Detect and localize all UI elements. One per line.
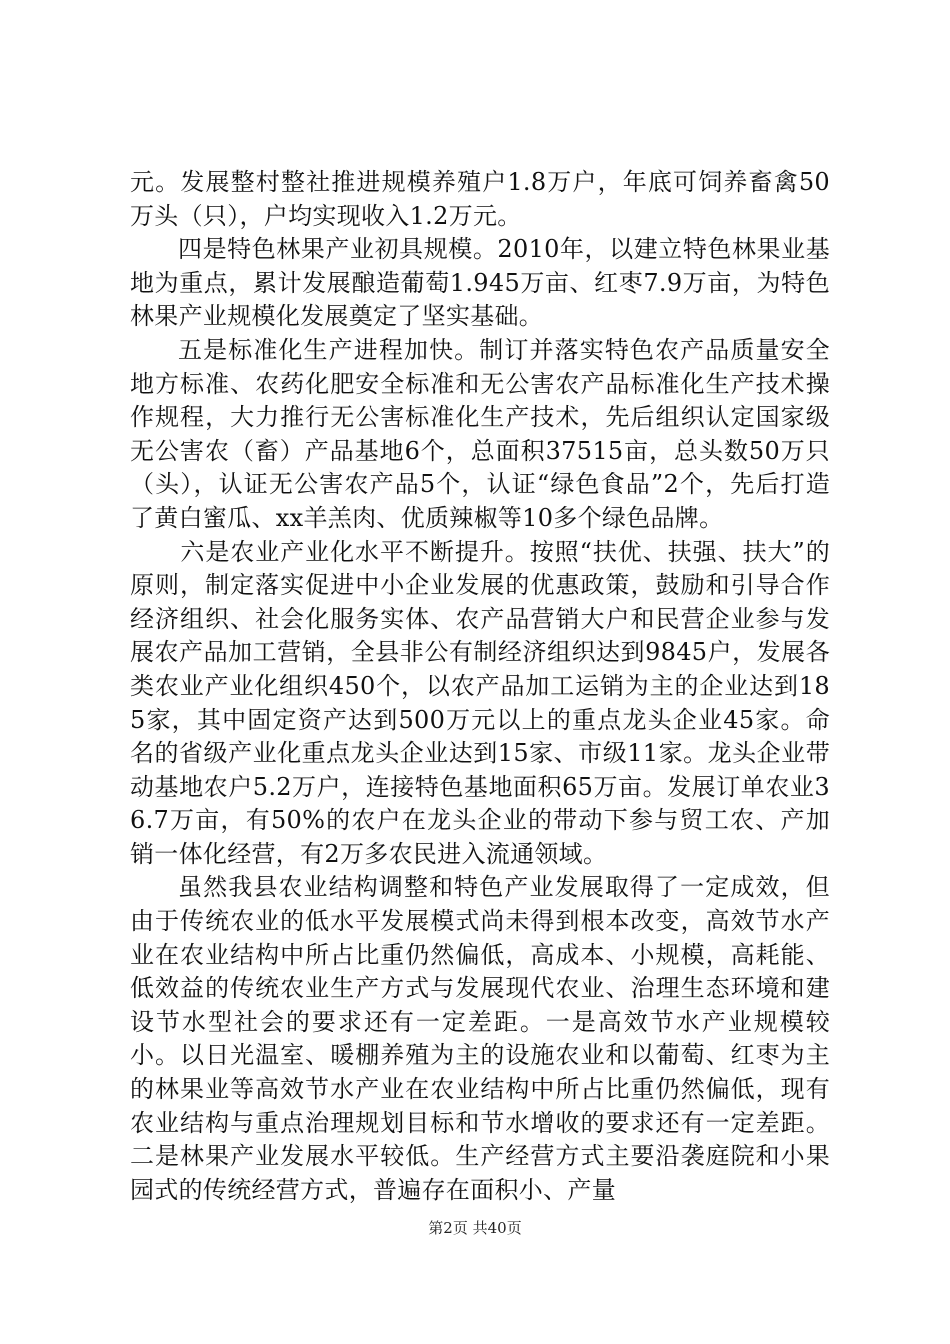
paragraph-forestry-fruit: 四是特色林果产业初具规模。2010年，以建立特色林果业基地为重点，累计发展酿造葡萄1.945万亩、红枣7.9万亩，为特色林果产业规模化发展奠定了坚实基础。 xyxy=(130,235,830,331)
paragraph-standardization: 五是标准化生产进程加快。制订并落实特色农产品质量安全地方标准、农药化肥安全标准和无公害农产品标准化生产技术操作规程，大力推行无公害标准化生产技术，先后组织认定国家级无公害农（畜）产品基地6个，总面积37515亩，总头数50万只（头），认证无公害农产品5个，认证“绿色食品”2个，先后打造了黄白蜜瓜、xx羊羔肉、优质辣椒等10多个绿色品牌。 xyxy=(130,335,830,532)
paragraph-problems: 虽然我县农业结构调整和特色产业发展取得了一定成效，但由于传统农业的低水平发展模式尚未得到根本改变，高效节水产业在农业结构中所占比重仍然偏低，高成本、小规模，高耗能、低效益的传统农业生产方式与发展现代农业、治理生态环境和建设节水型社会的要求还有一定差距。一是高效节水产业规模较小。以日光温室、暖棚养殖为主的设施农业和以葡萄、红枣为主的林果业等高效节水产业在农业结构中所占比重仍然偏低，现有农业结构与重点治理规划目标和节水增收的要求还有一定差距。二是林果产业发展水平较低。生产经营方式主要沿袭庭院和小果园式的传统经营方式，普遍存在面积小、产量 xyxy=(130,873,830,1204)
paragraph-industrialization: 六是农业产业化水平不断提升。按照“扶优、扶强、扶大”的原则，制定落实促进中小企业发展的优惠政策，鼓励和引导合作经济组织、社会化服务实体、农产品营销大户和民营企业参与发展农产品加工营销，全县非公有制经济组织达到9845户，发展各类农业产业化组织450个，以农产品加工运销为主的企业达到185家，其中固定资产达到500万元以上的重点龙头企业45家。命名的省级产业化重点龙头企业达到15家、市级11家。龙头企业带动基地农户5.2万户，连接特色基地面积65万亩。发展订单农业36.7万亩，有50%的农户在龙头企业的带动下参与贸工农、产加销一体化经营，有2万多农民进入流通领域。 xyxy=(130,537,830,868)
paragraph-continuation: 元。发展整村整社推进规模养殖户1.8万户，年底可饲养畜禽50万头（只），户均实现收入1.2万元。 xyxy=(130,168,830,230)
page-number-footer: 第2页 共40页 xyxy=(428,1219,522,1237)
document-body xyxy=(130,166,830,1207)
